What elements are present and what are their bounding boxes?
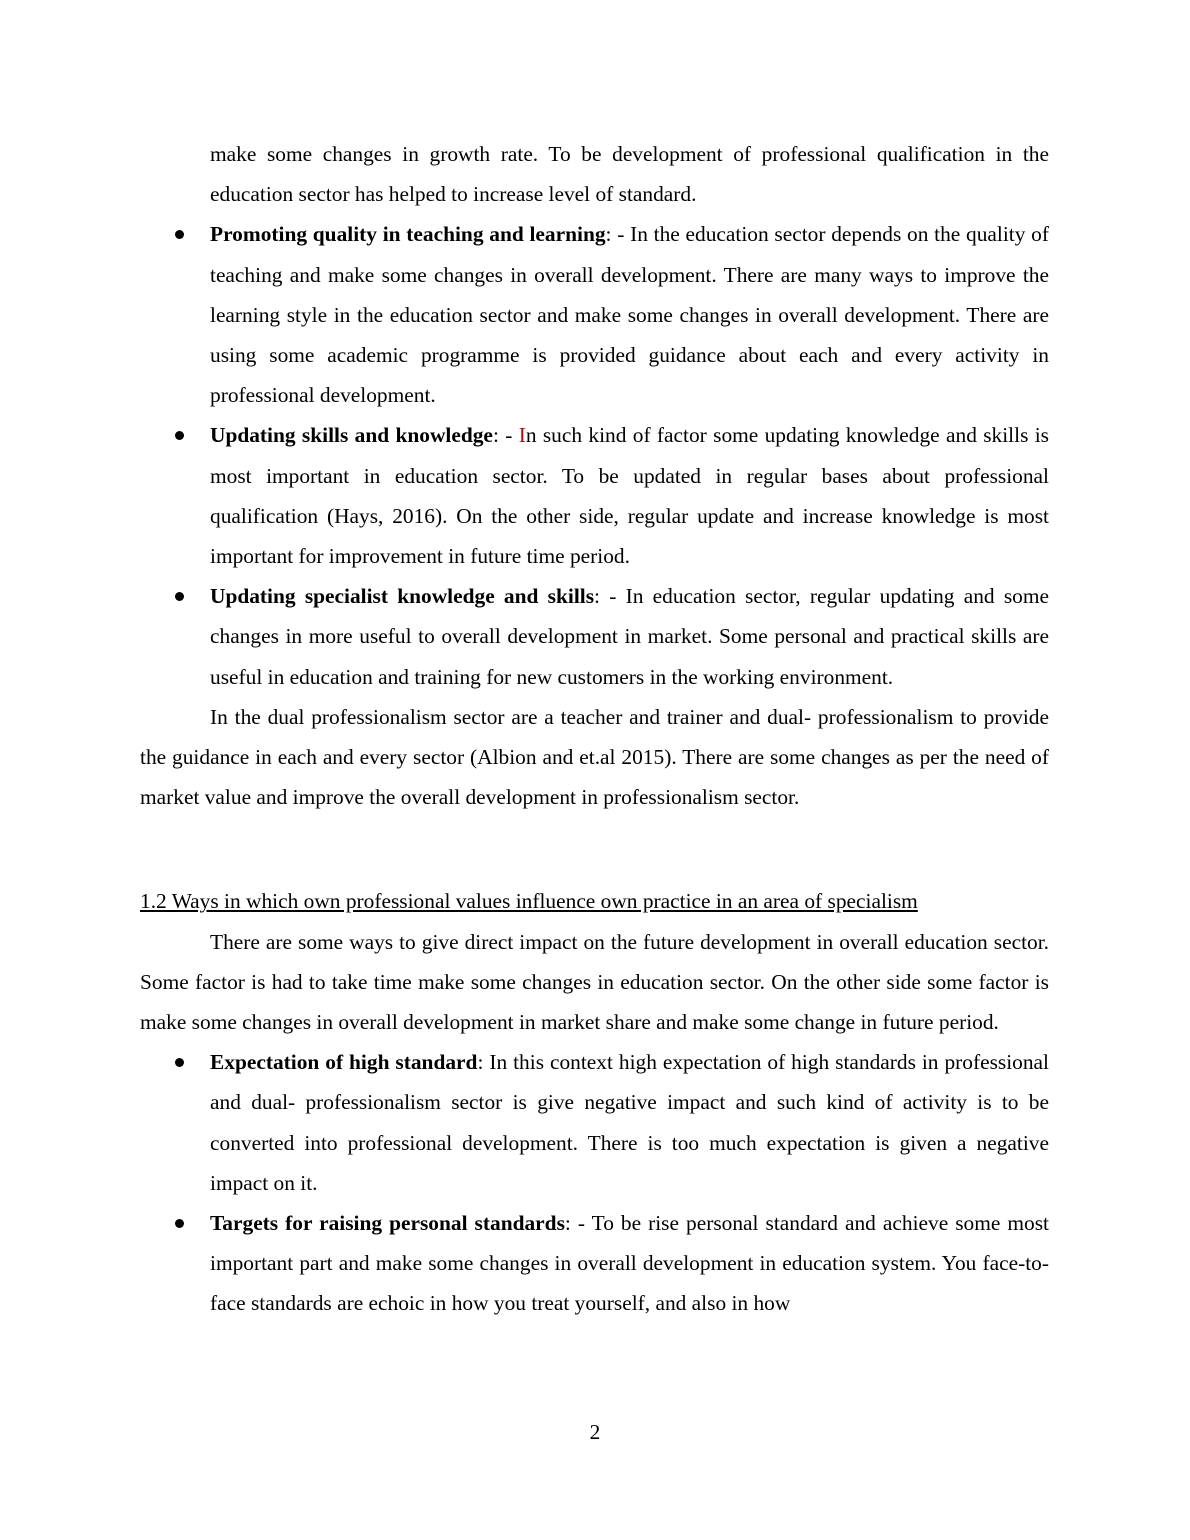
bullet-separator: : <box>477 1050 490 1075</box>
bullet-text: In education sector, regular updating and some changes in more useful to overall development in market. Some personal and practical skills are useful in education and training for new customers in the working environment. <box>210 584 1049 689</box>
bullet-text: To be rise personal standard and achieve some most important part and make some changes in overall development in education system. You face-to-face standards are echoic in how you treat yourself, and also in how <box>210 1211 1049 1316</box>
bullet-list-2 <box>140 1042 1049 1323</box>
bullet-separator: : - <box>605 222 631 247</box>
bullet-separator: : - <box>564 1211 592 1236</box>
list-item <box>140 576 1049 697</box>
bullet-title: Targets for raising personal standards <box>210 1211 565 1236</box>
bullet-separator: : - <box>594 584 626 609</box>
list-item <box>140 214 1049 415</box>
list-item <box>140 415 1049 576</box>
bullet-title: Updating skills and knowledge <box>210 423 493 448</box>
bullet-icon <box>175 1058 184 1067</box>
section-heading: 1.2 Ways in which own professional values influence own practice in an area of specialism <box>140 889 918 914</box>
page-number: 2 <box>589 1420 601 1444</box>
bullet-icon <box>175 592 184 601</box>
bullet-separator: : - <box>492 423 519 448</box>
red-letter: I <box>518 423 526 448</box>
list-item <box>140 1042 1049 1203</box>
continuation-paragraph: make some changes in growth rate. To be development of professional qualification in the education sector has helped to increase level of standard. <box>210 142 1049 207</box>
bullet-title: Promoting quality in teaching and learning <box>210 222 606 247</box>
bullet-icon <box>175 230 184 239</box>
bullet-list-1 <box>140 214 1049 696</box>
dual-professionalism-paragraph: In the dual professionalism sector are a teacher and trainer and dual- professionalism to provide the guidance in each and every sector (Albion and et.al 2015). There are some changes as per the need of market value and improve the overall development in professionalism sector. <box>140 704 1049 810</box>
bullet-title: Updating specialist knowledge and skills <box>210 584 595 609</box>
spacer <box>140 817 1049 881</box>
document-body <box>140 134 1049 1324</box>
list-item <box>140 1203 1049 1324</box>
bullet-icon <box>175 1219 184 1228</box>
section-intro-paragraph: There are some ways to give direct impact on the future development in overall education sector. Some factor is had to take time make some changes in education sector. On the other side some factor is make some changes in overall development in market share and make some change in future period. <box>140 929 1049 1035</box>
bullet-text: In this context high expectation of high standards in professional and dual- professionalism sector is give negative impact and such kind of activity is to be converted into professional development. There is too much expectation is given a negative impact on it. <box>210 1050 1049 1195</box>
bullet-text: In the education sector depends on the quality of teaching and make some changes in overall development. There are many ways to improve the learning style in the education sector and make some changes in overall development. There are using some academic programme is provided guidance about each and every activity in professional development. <box>210 222 1049 408</box>
bullet-icon <box>175 431 184 440</box>
bullet-title: Expectation of high standard <box>210 1050 478 1075</box>
bullet-text: n such kind of factor some updating knowledge and skills is most important in education sector. To be updated in regular bases about professional qualification (Hays, 2016). On the other side, regular update and increase knowledge is most important for improvement in future time period. <box>210 423 1049 569</box>
